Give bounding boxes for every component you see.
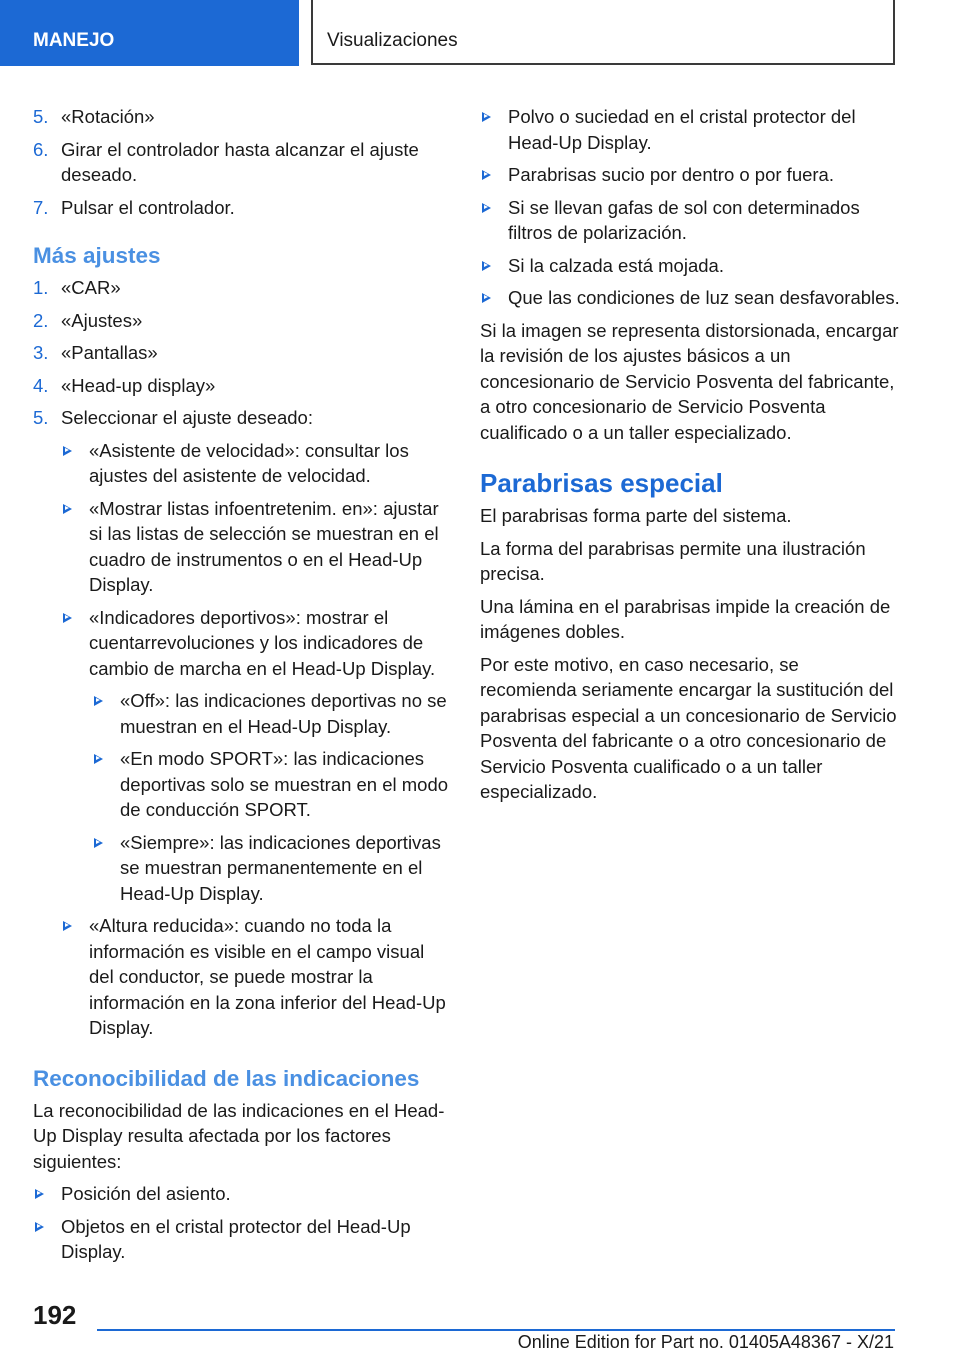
- bullet-item: [480, 285, 900, 311]
- bullet-text: Si se llevan gafas de sol con determinados filtros de polarización.: [508, 196, 860, 243]
- bullet-text: «En modo SPORT»: las indicaciones deportivas solo se muestran en el modo de conducción SPORT.: [120, 748, 449, 820]
- section-heading-parabrisas: Parabrisas especial: [480, 468, 723, 498]
- section-heading-mas-ajustes: Más ajustes: [33, 243, 161, 268]
- bullet-item: [61, 438, 449, 489]
- triangle-bullet-icon: [63, 921, 72, 931]
- bullet-text: Parabrisas sucio por dentro o por fuera.: [508, 164, 834, 185]
- bullet-item: [61, 496, 449, 598]
- bullet-text: «Mostrar listas infoentretenim. en»: ajustar si las listas de selección se muestran en el cuadro de instrumentos o en el Head-Up Display.: [89, 497, 439, 595]
- triangle-bullet-icon: [482, 170, 491, 180]
- step-number: 4.: [33, 374, 49, 396]
- bullet-item: [480, 195, 900, 246]
- triangle-bullet-icon: [482, 203, 491, 213]
- list-item: [33, 308, 449, 334]
- chapter-title: Visualizaciones: [311, 0, 895, 65]
- list-item: [33, 405, 449, 431]
- list-item: [33, 340, 449, 366]
- triangle-bullet-icon: [94, 838, 103, 848]
- bullet-text: «Off»: las indicaciones deportivas no se muestran en el Head-Up Display.: [120, 690, 447, 737]
- bullet-text: «Siempre»: las indicaciones deportivas se muestran permanentemente en el Head-Up Display.: [120, 831, 441, 904]
- bullet-item: [33, 1181, 449, 1207]
- step-text: «Head-up display»: [61, 374, 216, 396]
- paragraph: Por este motivo, en caso necesario, se recomienda seriamente encargar la sustitución del parabrisas especial a un concesionario de Servicio Posventa del fabricante o a otro concesionario de Servicio Posventa cualificado o a un taller especializado.: [480, 653, 897, 802]
- bullet-text: «Asistente de velocidad»: consultar los ajustes del asistente de velocidad.: [89, 439, 409, 486]
- step-text: Girar el controlador hasta alcanzar el ajuste deseado.: [61, 138, 419, 185]
- triangle-bullet-icon: [35, 1189, 44, 1199]
- bullet-item: [92, 830, 449, 907]
- bullet-item: [92, 746, 449, 823]
- footer-divider: [97, 1329, 895, 1331]
- paragraph: La reconocibilidad de las indicaciones en el Head-Up Display resulta afectada por los factores siguientes:: [33, 1099, 445, 1172]
- step-number: 6.: [33, 138, 49, 160]
- step-text: «Rotación»: [61, 106, 155, 127]
- triangle-bullet-icon: [63, 613, 72, 623]
- watermark-logo: [676, 1332, 960, 1362]
- right-column: [480, 104, 900, 812]
- triangle-bullet-icon: [63, 504, 72, 514]
- step-number: 7.: [33, 196, 49, 218]
- bullet-item: [480, 162, 900, 188]
- bullet-item: [480, 104, 900, 155]
- step-number: 5.: [33, 106, 49, 127]
- section-tab: MANEJO: [0, 0, 299, 66]
- page-header: [0, 0, 960, 66]
- paragraph: Una lámina en el parabrisas impide la creación de imágenes dobles.: [480, 595, 891, 642]
- bullet-item: [61, 605, 449, 682]
- bullet-item: [33, 1214, 449, 1265]
- step-number: 5.: [33, 407, 49, 428]
- paragraph: La forma del parabrisas permite una ilustración precisa.: [480, 537, 866, 584]
- step-text: Seleccionar el ajuste deseado:: [61, 407, 313, 428]
- page-number: 192: [33, 1300, 77, 1330]
- paragraph: Si la imagen se representa distorsionada, encargar la revisión de los ajustes básicos a un concesionario de Servicio Posventa del fabricante, a otro concesionario de Servicio Posventa cualificado o a un taller especializado.: [480, 319, 899, 443]
- bullet-item: [61, 913, 449, 1041]
- step-text: «Ajustes»: [61, 309, 143, 331]
- triangle-bullet-icon: [94, 696, 103, 706]
- list-item: [33, 104, 449, 130]
- bullet-text: Objetos en el cristal protector del Head-Up Display.: [61, 1215, 411, 1262]
- list-item: [33, 137, 449, 188]
- bullet-text: Posición del asiento.: [61, 1183, 231, 1204]
- bullet-text: Polvo o suciedad en el cristal protector del Head-Up Display.: [508, 106, 856, 153]
- bullet-text: «Altura reducida»: cuando no toda la información es visible en el campo visual del conductor, se puede mostrar la información en la zona inferior del Head-Up Display.: [89, 915, 446, 1038]
- triangle-bullet-icon: [482, 293, 491, 303]
- triangle-bullet-icon: [94, 754, 103, 764]
- step-number: 1.: [33, 277, 49, 298]
- bullet-text: «Indicadores deportivos»: mostrar el cuentarrevoluciones y los indicadores de cambio de marcha en el Head-Up Display.: [89, 606, 436, 679]
- step-text: «CAR»: [61, 277, 121, 298]
- triangle-bullet-icon: [63, 446, 72, 456]
- triangle-bullet-icon: [482, 112, 491, 122]
- edition-note: Online Edition for Part no. 01405A48367 - X/21: [517, 1332, 894, 1352]
- step-text: Pulsar el controlador.: [61, 196, 235, 218]
- triangle-bullet-icon: [482, 261, 491, 271]
- list-item: [33, 373, 449, 399]
- bullet-item: [480, 253, 900, 279]
- triangle-bullet-icon: [35, 1222, 44, 1232]
- step-text: «Pantallas»: [61, 342, 158, 363]
- paragraph: El parabrisas forma parte del sistema.: [480, 505, 792, 526]
- bullet-text: Si la calzada está mojada.: [508, 254, 724, 276]
- step-number: 2.: [33, 309, 49, 331]
- bullet-item: [92, 688, 449, 739]
- step-number: 3.: [33, 342, 49, 363]
- bullet-text: Que las condiciones de luz sean desfavorables.: [508, 287, 900, 308]
- list-item: [33, 275, 449, 301]
- section-heading-reconocibilidad: Reconocibilidad de las indicaciones: [33, 1065, 420, 1091]
- list-item: [33, 195, 449, 221]
- left-column: [33, 104, 449, 1272]
